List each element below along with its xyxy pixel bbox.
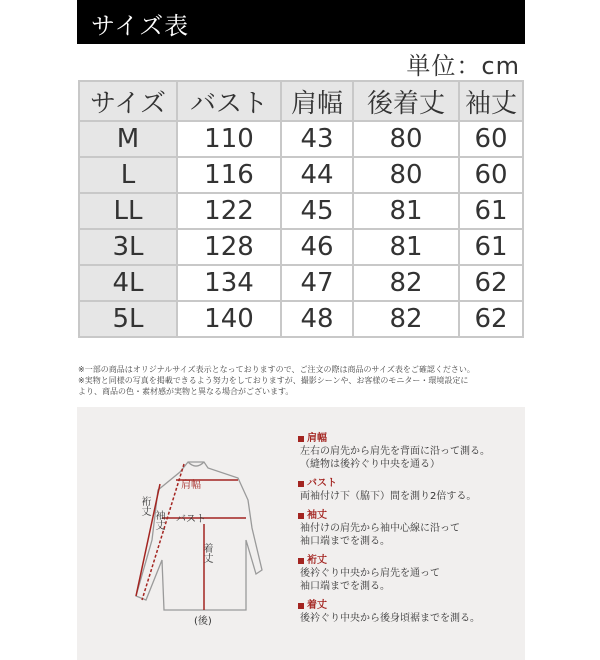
measurement-text: （縫物は後衿ぐり中央を通る） [300, 459, 440, 470]
column-header: バスト [177, 81, 281, 121]
table-cell: 60 [459, 121, 523, 157]
label-length: 着丈 [201, 543, 212, 563]
column-header: サイズ [79, 81, 177, 121]
measurement-item [298, 554, 523, 593]
table-cell: 81 [353, 229, 459, 265]
table-cell: 110 [177, 121, 281, 157]
measurement-text: 左右の肩先から肩先を背面に沿って測る。 [300, 446, 490, 457]
square-bullet-icon [298, 513, 304, 519]
label-back: (後) [194, 616, 212, 627]
square-bullet-icon [298, 558, 304, 564]
size-table [78, 80, 524, 338]
size-cell: L [79, 157, 177, 193]
table-cell: 116 [177, 157, 281, 193]
measurement-item [298, 509, 523, 548]
size-cell: 5L [79, 301, 177, 337]
table-cell: 82 [353, 301, 459, 337]
measurement-title: 裄丈 [307, 555, 327, 566]
table-cell: 44 [281, 157, 353, 193]
square-bullet-icon [298, 436, 304, 442]
table-cell: 45 [281, 193, 353, 229]
square-bullet-icon [298, 481, 304, 487]
table-cell: 61 [459, 193, 523, 229]
size-cell: LL [79, 193, 177, 229]
table-cell: 47 [281, 265, 353, 301]
table-cell: 48 [281, 301, 353, 337]
measurement-title: 肩幅 [307, 433, 327, 444]
measurement-descriptions [298, 432, 523, 631]
table-row [79, 229, 523, 265]
title-bar [77, 0, 525, 44]
column-header: 肩幅 [281, 81, 353, 121]
table-cell: 80 [353, 121, 459, 157]
square-bullet-icon [298, 603, 304, 609]
note-line: ※一部の商品はオリジナルサイズ表示となっておりますので、ご注文の際は商品のサイズ表をご確認ください。 [78, 365, 475, 374]
note-line: ※実物と同様の写真を掲載できるよう努力をしておりますが、撮影シーンや、お客様のモニター・環境設定に [78, 376, 469, 385]
table-row [79, 265, 523, 301]
table-cell: 81 [353, 193, 459, 229]
table-cell: 82 [353, 265, 459, 301]
size-cell: 4L [79, 265, 177, 301]
table-row [79, 301, 523, 337]
label-bust: バスト [176, 514, 206, 525]
label-shoulder: 肩幅 [181, 480, 201, 491]
measurement-text: 袖口端までを測る。 [300, 536, 390, 547]
note-line: より、商品の色・素材感が実物と異なる場合がございます。 [78, 387, 294, 396]
table-cell: 62 [459, 301, 523, 337]
measurement-title: 袖丈 [307, 510, 327, 521]
notes [78, 364, 528, 397]
page-title: サイズ表 [91, 12, 190, 40]
column-header: 袖丈 [459, 81, 523, 121]
table-cell: 122 [177, 193, 281, 229]
table-row [79, 193, 523, 229]
measurement-item [298, 599, 523, 625]
measurement-text: 袖口端までを測る。 [300, 581, 390, 592]
unit-label: 単位：cm [406, 52, 520, 80]
measurement-title: 着丈 [307, 600, 327, 611]
measurement-text: 後衿ぐり中央から肩先を通って [300, 568, 440, 579]
label-sleeve: 袖丈 [153, 510, 164, 530]
label-yuki: 裄丈 [139, 496, 150, 516]
measurement-text: 後衿ぐり中央から後身頃裾までを測る。 [300, 613, 480, 624]
table-cell: 140 [177, 301, 281, 337]
table-cell: 128 [177, 229, 281, 265]
measurement-title: バスト [307, 478, 337, 489]
size-cell: M [79, 121, 177, 157]
table-cell: 62 [459, 265, 523, 301]
table-row [79, 121, 523, 157]
table-cell: 43 [281, 121, 353, 157]
measurement-text: 両袖付け下（脇下）間を測り2倍する。 [300, 491, 477, 502]
measurement-item [298, 432, 523, 471]
measurement-item [298, 477, 523, 503]
table-cell: 60 [459, 157, 523, 193]
table-header-row [79, 81, 523, 121]
table-cell: 80 [353, 157, 459, 193]
size-cell: 3L [79, 229, 177, 265]
table-cell: 46 [281, 229, 353, 265]
table-row [79, 157, 523, 193]
table-cell: 134 [177, 265, 281, 301]
column-header: 後着丈 [353, 81, 459, 121]
table-cell: 61 [459, 229, 523, 265]
measurement-text: 袖付けの肩先から袖中心線に沿って [300, 523, 460, 534]
